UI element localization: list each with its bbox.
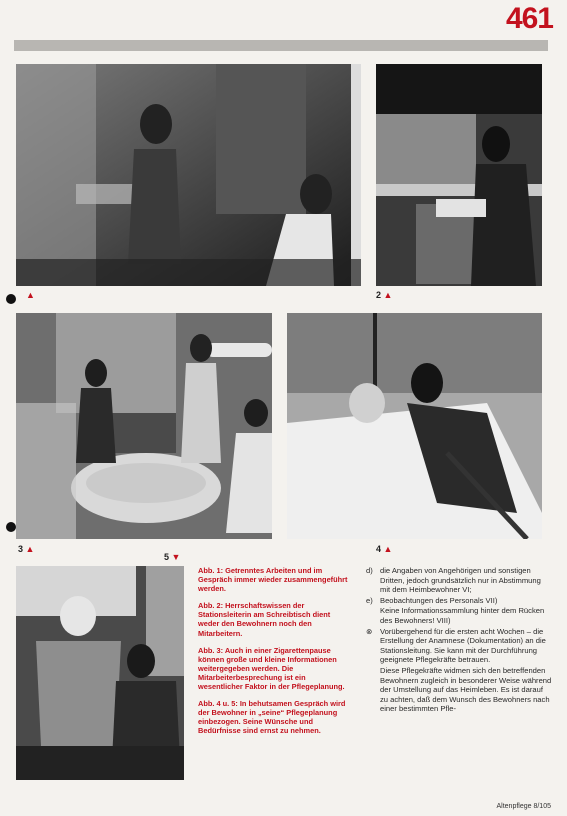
list-item-e: e) Beobachtungen des Personals VII) [366, 595, 498, 605]
footer-journal: Altenpflege 8/105 [496, 803, 551, 810]
photo-4-image [287, 313, 542, 539]
photo-1-image [16, 64, 361, 286]
caption-4-5: Abb. 4 u. 5: In behutsamen Gespräch wird der Bewohner in „seine“ Pflegeplanung einbezogen. Seine Wünsche und Bedürfnisse sind ernst zu nehmen. [198, 699, 346, 736]
photo-5-image [16, 566, 184, 780]
caption-2: Abb. 2: Herrschaftswissen der Stationsleiterin am Schreibtisch dient weder den Bewohnern noch den Mitarbeitern. [198, 601, 331, 638]
punch-hole-1 [6, 294, 16, 304]
figure-4-marker: 4 ▲ [376, 544, 393, 554]
photo-2-image [376, 64, 542, 286]
caption-3: Abb. 3: Auch in einer Zigarettenpause können große und kleine Informationen weitergegeben werden. Die Mitarbeiterbesprechung ist ein wesentlicher Faktor in der Pflegeplanung. [198, 645, 345, 692]
photo-1 [16, 64, 361, 286]
body-text-column [362, 566, 552, 715]
caption-1: Abb. 1: Getrenntes Arbeiten und im Gespräch immer wieder zusammengeführt werden. [198, 566, 348, 594]
page-number: 461 [505, 2, 553, 35]
figure-5-marker: 5 ▼ [164, 552, 181, 562]
punch-hole-2 [6, 522, 16, 532]
list-item-b: ⊗ Vorübergehend für die ersten acht Wochen – die Erstellung der Anamnese (Dokumentation) an die Stationsleitung. Sie kann mit der Durchführung geeignete Pflegekräfte betrauen. [366, 626, 546, 665]
photo-2 [376, 64, 542, 286]
figure-3-marker: 3 ▲ [18, 544, 35, 554]
paragraph-pflegekraefte: Diese Pflegekräfte widmen sich den betreffenden Bewohnern zugleich in besonderer Weise während der Umstellung auf das Heimleben. Es ist darauf zu achten, daß dem Wunsch des Bewohners nach einer bestimmten Pfle- [380, 665, 552, 714]
photo-4 [287, 313, 542, 539]
figure-1-marker: ▲ [26, 290, 35, 300]
photo-3-image [16, 313, 272, 539]
header-bar [14, 40, 548, 51]
list-item-d: d) die Angaben von Angehörigen und sonstigen Dritten, jedoch grundsätzlich nur in Abstimmung mit dem Heimbewohner VI; [366, 566, 541, 595]
note-keine-informationssammlung: Keine Informationssammlung hinter dem Rücken des Bewohners! VIII) [380, 606, 545, 625]
figure-2-marker: 2 ▲ [376, 290, 393, 300]
photo-5 [16, 566, 184, 780]
caption-column [198, 566, 348, 744]
photo-3 [16, 313, 272, 539]
